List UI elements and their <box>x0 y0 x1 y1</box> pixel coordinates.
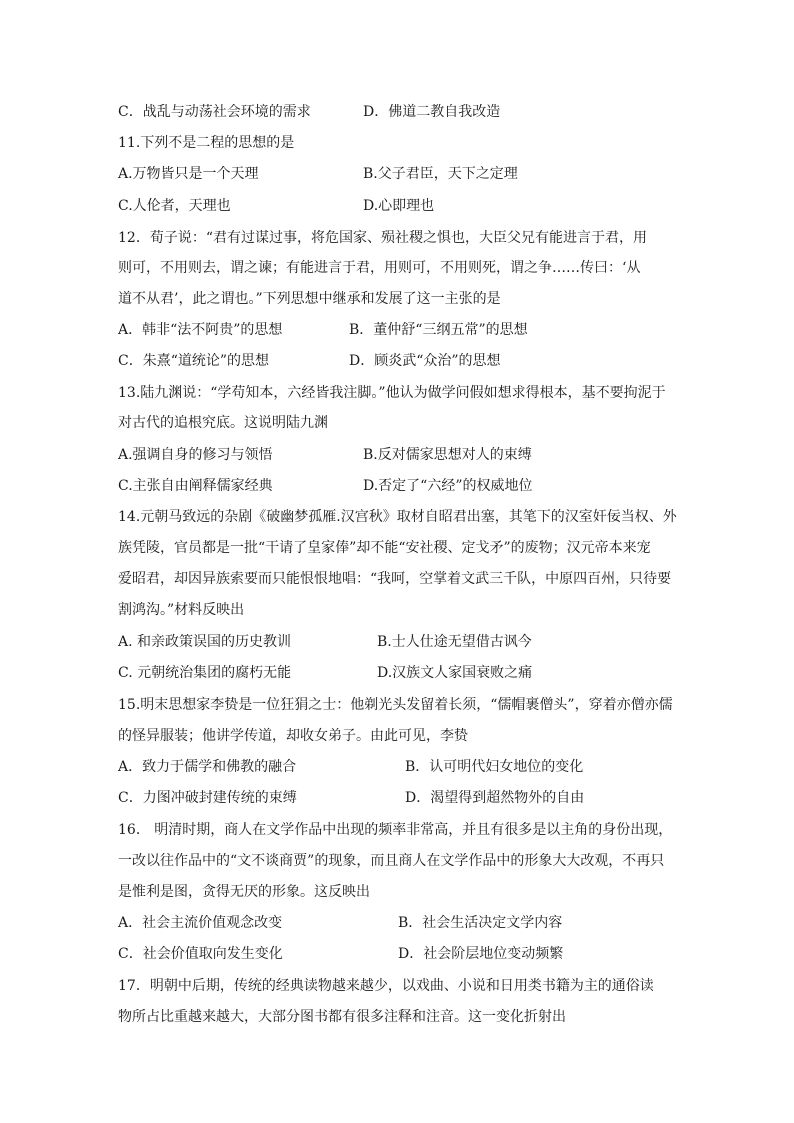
q17-stem-line: 物所占比重越来越大，大部分图书都有很多注释和注音。这一变化折射出 <box>118 1009 566 1025</box>
q11-option-b: B.父子君臣，天下之定理 <box>363 166 518 182</box>
q15-option-d: D．渴望得到超然物外的自由 <box>405 790 585 806</box>
q14-option-b: B.士人仕途无望借古讽今 <box>377 634 532 650</box>
q15-option-a: A．致力于儒学和佛教的融合 <box>118 759 297 775</box>
q12-option-c: C．朱熹“道统论”的思想 <box>118 353 270 369</box>
q15-stem-line: 15.明末思想家李贽是一位狂狷之士：他剃光头发留着长须，“儒帽裹僧头”，穿着亦僧亦儒 <box>118 697 673 713</box>
q15-stem-line: 的怪异服装；他讲学传道，却收女弟子。由此可见，李贽 <box>118 728 468 744</box>
q17-stem-line: 17．明朝中后期，传统的经典读物越来越少，以戏曲、小说和日用类书籍为主的通俗读 <box>118 978 654 994</box>
q12-stem-line: 12．荀子说：“君有过谋过事，将危国家、殒社稷之惧也，大臣父兄有能进言于君，用 <box>118 230 647 246</box>
q11-option-a: A.万物皆只是一个天理 <box>118 166 259 182</box>
q11-option-d: D.心即理也 <box>363 198 435 214</box>
q16-stem-line: 16． 明清时期，商人在文学作品中出现的频率非常高，并且有很多是以主角的身份出现， <box>118 822 673 838</box>
q14-stem-line: 族凭陵，官员都是一批“干请了皇家俸”却不能“安社稷、定戈矛”的废物；汉元帝本来宠 <box>118 540 651 556</box>
q16-stem-line: 一改以往作品中的“文不谈商贾”的现象，而且商人在文学作品中的形象大大改观，不再只 <box>118 853 665 869</box>
q11-option-c: C.人伦者，天理也 <box>118 198 231 214</box>
q11-stem: 11.下列不是二程的思想的是 <box>118 135 295 151</box>
q12-option-d: D．顾炎武“众治”的思想 <box>349 353 501 369</box>
q10-option-d: D．佛道二教自我改造 <box>363 104 501 120</box>
q12-stem-line: 则可，不用则去，谓之谏；有能进言于君，用则可，不用则死，谓之争……传曰：‘从 <box>118 260 641 276</box>
q14-option-c: C. 元朝统治集团的腐朽无能 <box>118 665 292 681</box>
q13-stem-line: 对古代的追根究底。这说明陆九渊 <box>118 415 328 431</box>
q12-option-a: A．韩非“法不阿贵”的思想 <box>118 322 283 338</box>
q12-option-b: B．董仲舒“三纲五常”的思想 <box>349 322 528 338</box>
q14-stem-line: 爱昭君，却因异族索要而只能恨恨地唱：“我呵，空掌着文武三千队，中原四百州，只待要 <box>118 571 672 587</box>
q13-option-d: D.否定了“六经”的权威地位 <box>363 478 533 494</box>
q15-option-c: C．力图冲破封建传统的束缚 <box>118 790 297 806</box>
q12-stem-line: 道不从君’，此之谓也。”下列思想中继承和发展了这一主张的是 <box>118 291 501 307</box>
q16-option-d: D．社会阶层地位变动频繁 <box>398 946 564 962</box>
q13-option-c: C.主张自由阐释儒家经典 <box>118 478 273 494</box>
q14-option-a: A. 和亲政策误国的历史教训 <box>118 634 292 650</box>
q13-stem-line: 13.陆九渊说：“学苟知本，六经皆我注脚。”他认为做学问假如想求得根本，基不要拘泥于 <box>118 385 666 401</box>
q13-option-b: B.反对儒家思想对人的束缚 <box>363 447 532 463</box>
q16-option-b: B．社会生活决定文学内容 <box>398 915 563 931</box>
q15-option-b: B．认可明代妇女地位的变化 <box>405 759 584 775</box>
q10-option-c: C．战乱与动荡社会环境的需求 <box>118 104 311 120</box>
q16-stem-line: 是惟利是图，贪得无厌的形象。这反映出 <box>118 884 370 900</box>
q16-option-a: A．社会主流价值观念改变 <box>118 915 283 931</box>
q14-stem-line: 14.元朝马致远的杂剧《破幽梦孤雁.汉宫秋》取材自昭君出塞，其笔下的汉室奸佞当权、外 <box>118 509 677 525</box>
q13-option-a: A.强调自身的修习与领悟 <box>118 447 273 463</box>
q14-stem-line: 割鸿沟。”材料反映出 <box>118 602 245 618</box>
q16-option-c: C．社会价值取向发生变化 <box>118 946 283 962</box>
q14-option-d: D.汉族文人家国衰败之痛 <box>377 665 533 681</box>
